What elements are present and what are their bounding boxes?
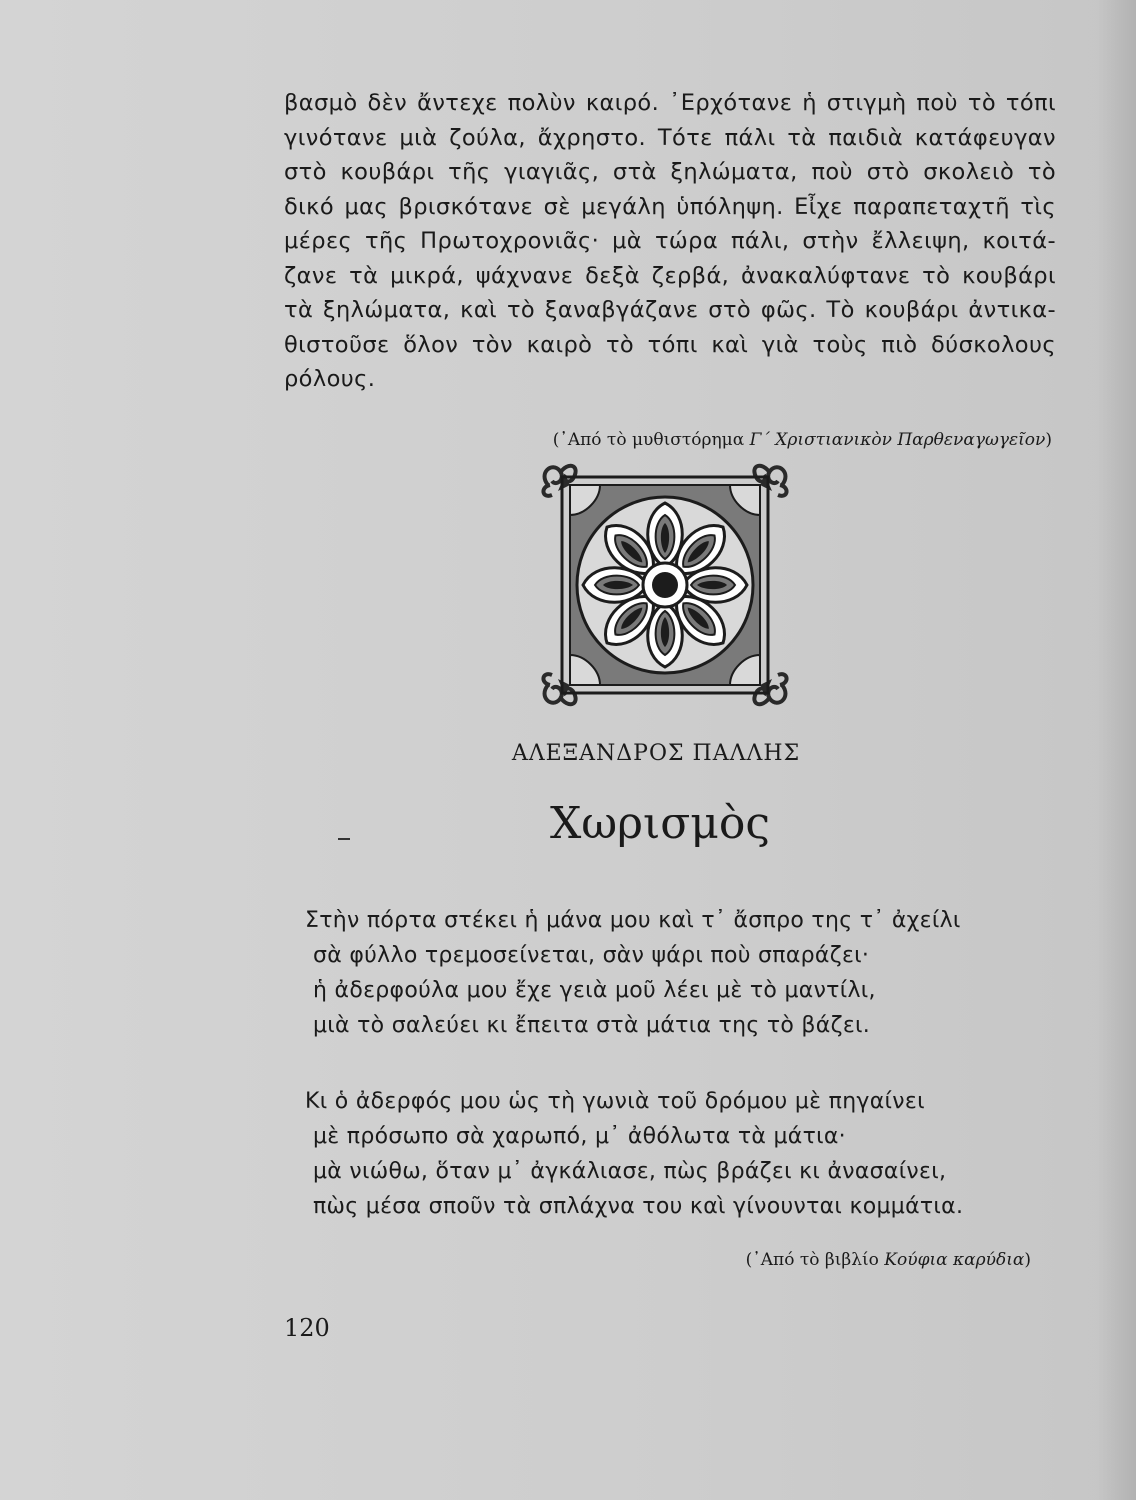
prose-line: ζανε τὰ μικρά, ψάχνανε δεξὰ ζερβά, ἀνακαλύφτανε τὸ κουβάρι: [284, 262, 1056, 289]
prose-line: γινότανε μιὰ ζούλα, ἄχρηστο. Τότε πάλι τὰ παιδιὰ κατάφευγαν: [284, 124, 1056, 151]
poem-title: Χωρισμὸς: [549, 798, 771, 849]
citation-prefix: (᾿Από τὸ βιβλίο: [745, 1250, 885, 1270]
poem-verse-line: σὰ φύλλο τρεμοσείνεται, σὰν ψάρι ποὺ σπαράζει·: [313, 943, 870, 968]
page-number: 120: [284, 1314, 330, 1342]
poem-verse-line: μιὰ τὸ σαλεύει κι ἔπειτα στὰ μάτια της τὸ βάζει.: [313, 1013, 871, 1038]
prose-line: δικό μας βρισκότανε σὲ μεγάλη ὑπόληψη. Εἶχε παραπεταχτῆ τὶς: [284, 193, 1056, 220]
citation-suffix: ): [1045, 430, 1052, 450]
poem-source-citation: [746, 1250, 1031, 1270]
citation-prefix: (᾿Από τὸ μυθιστόρημα: [552, 430, 750, 450]
poem-stanza-1: [305, 903, 1065, 1043]
citation-title: Κούφια καρύδια: [884, 1250, 1025, 1270]
stray-dash-mark: [338, 838, 350, 840]
prose-line: θιστοῦσε ὅλον τὸν καιρὸ τὸ τόπι καὶ γιὰ τοὺς πιὸ δύσκολους: [284, 331, 1056, 358]
poem-verse-line: μὲ πρόσωπο σὰ χαρωπό, μ᾿ ἀθόλωτα τὰ μάτια·: [313, 1124, 846, 1149]
prose-line: τὰ ξηλώματα, καὶ τὸ ξαναβγάζανε στὸ φῶς. Τὸ κουβάρι ἀντικα-: [284, 297, 1056, 323]
prose-line: μέρες τῆς Πρωτοχρονιᾶς· μὰ τώρα πάλι, στὴν ἔλλειψη, κοιτά-: [284, 228, 1056, 254]
citation-suffix: ): [1024, 1250, 1031, 1270]
prose-paragraph: [284, 86, 1056, 397]
poem-verse-line: ἡ ἀδερφούλα μου ἔχε γειὰ μοῦ λέει μὲ τὸ μαντίλι,: [313, 978, 876, 1003]
prose-line: στὸ κουβάρι τῆς γιαγιᾶς, στὰ ξηλώματα, ποὺ στὸ σκολειὸ τὸ: [284, 159, 1056, 185]
prose-line: ρόλους.: [284, 366, 376, 392]
citation-title: Γ΄ Χριστιανικὸν Παρθεναγωγεῖον: [749, 430, 1046, 450]
poem-stanza-2: [305, 1084, 1065, 1224]
poem-verse-line: Στὴν πόρτα στέκει ἡ μάνα μου καὶ τ᾿ ἄσπρο της τ᾿ ἀχείλι: [305, 908, 961, 933]
page-binding-shadow: [1096, 0, 1136, 1500]
prose-source-citation: [553, 430, 1052, 450]
rosette-ornament-icon: [530, 455, 800, 715]
poem-verse-line: Κι ὁ ἀδερφός μου ὡς τὴ γωνιὰ τοῦ δρόμου μὲ πηγαίνει: [305, 1089, 925, 1114]
poem-verse-line: πὼς μέσα σποῦν τὰ σπλάχνα του καὶ γίνουνται κομμάτια.: [313, 1194, 964, 1219]
prose-line: βασμὸ δὲν ἄντεχε πολὺν καιρό. ᾿Ερχότανε ἡ στιγμὴ ποὺ τὸ τόπι: [284, 90, 1056, 116]
poem-author: ΑΛΕΞΑΝΔΡΟΣ ΠΑΛΛΗΣ: [511, 741, 801, 766]
poem-verse-line: μὰ νιώθω, ὅταν μ᾿ ἀγκάλιασε, πὼς βράζει κι ἀνασαίνει,: [313, 1159, 947, 1184]
